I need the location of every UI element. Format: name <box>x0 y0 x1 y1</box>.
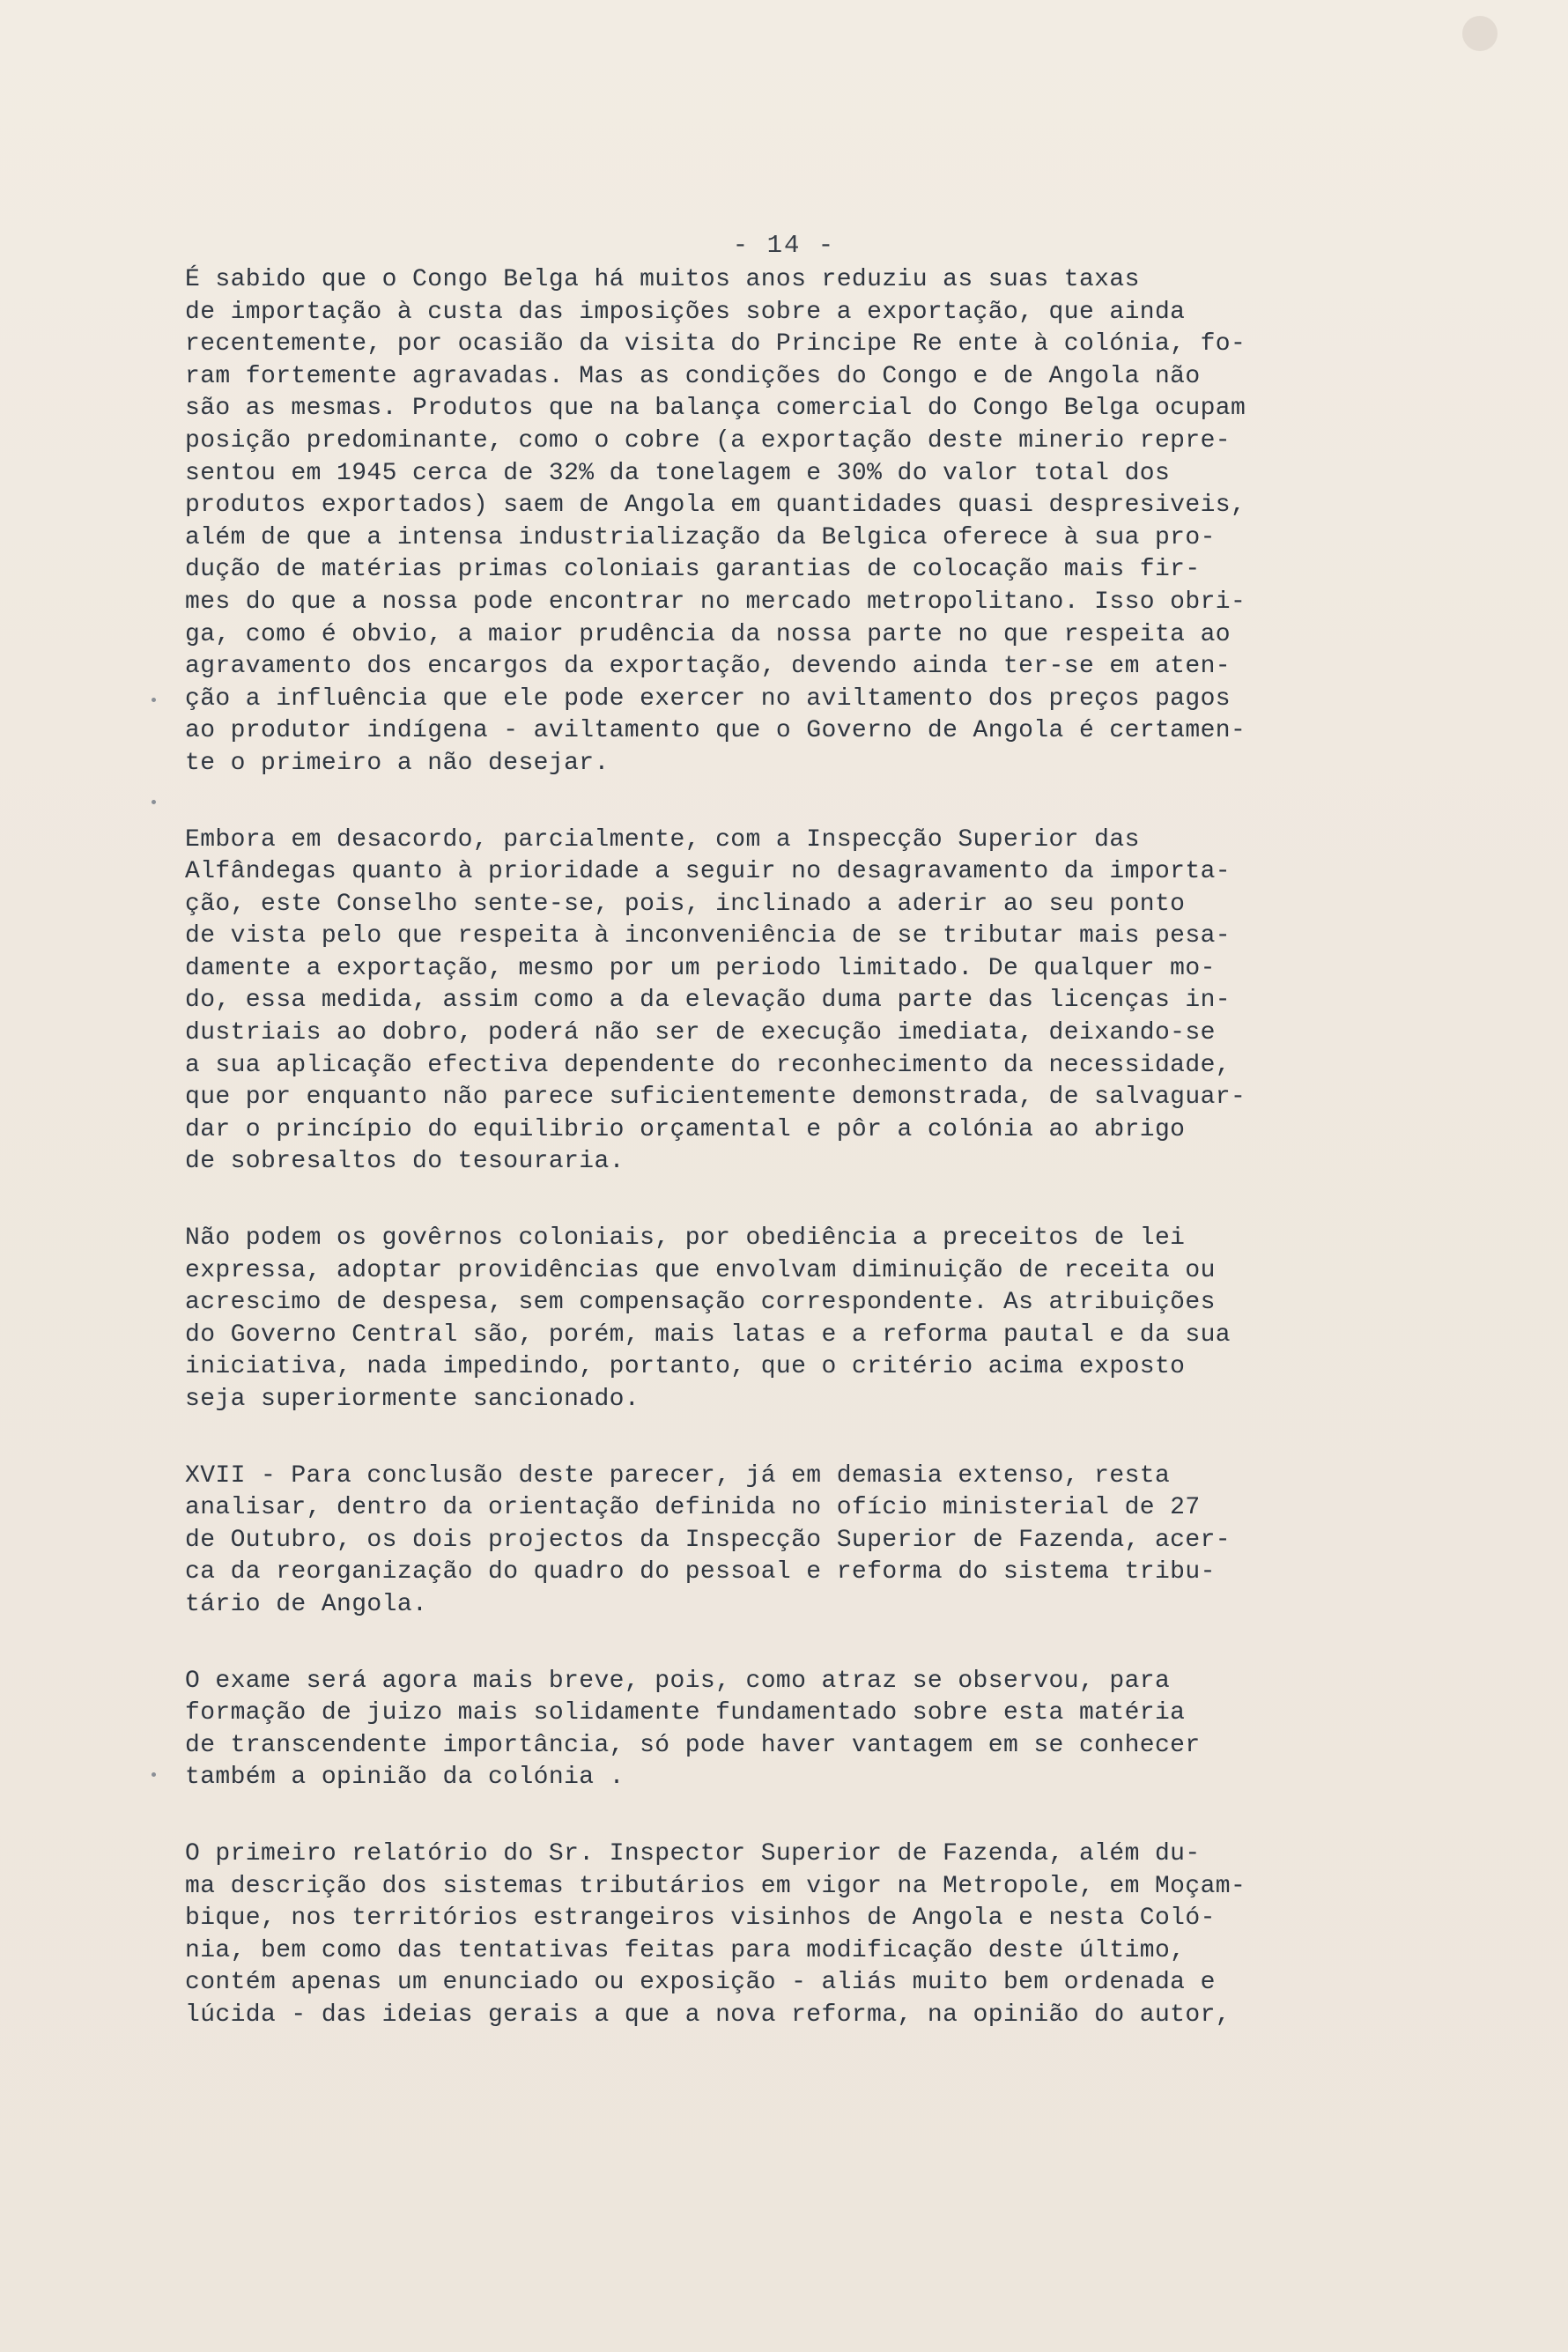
text-line: Alfândegas quanto à prioridade a seguir no desagravamento da importa- <box>185 858 1231 886</box>
paragraph-congo-belga <box>185 264 1436 780</box>
text-line: de Outubro, os dois projectos da Inspecção Superior de Fazenda, acer- <box>185 1526 1231 1554</box>
text-line: formação de juizo mais solidamente fundamentado sobre esta matéria <box>185 1699 1186 1727</box>
margin-mark <box>152 698 156 702</box>
text-line: expressa, adoptar providências que envolvam diminuição de receita ou <box>185 1256 1216 1284</box>
text-line: ma descrição dos sistemas tributários em vigor na Metropole, em Moçam- <box>185 1872 1246 1900</box>
text-line: O primeiro relatório do Sr. Inspector Superior de Fazenda, além du- <box>185 1839 1201 1868</box>
text-line: O exame será agora mais breve, pois, como atraz se observou, para <box>185 1667 1171 1695</box>
text-line: mes do que a nossa pode encontrar no mercado metropolitano. Isso obri- <box>185 588 1246 616</box>
text-line: produtos exportados) saem de Angola em quantidades quasi despresiveis, <box>185 492 1246 520</box>
text-line: de importação à custa das imposições sobre a exportação, que ainda <box>185 298 1186 326</box>
text-line: nia, bem como das tentativas feitas para modificação deste último, <box>185 1936 1186 1964</box>
text-line: ção a influência que ele pode exercer no aviltamento dos preços pagos <box>185 684 1231 713</box>
text-line: dar o princípio do equilibrio orçamental e pôr a colónia ao abrigo <box>185 1115 1186 1143</box>
text-line: que por enquanto não parece suficientemente demonstrada, de salvaguar- <box>185 1084 1246 1112</box>
text-line: também a opinião da colónia . <box>185 1764 625 1792</box>
margin-mark <box>152 800 156 804</box>
page-corner-spot <box>1462 16 1498 51</box>
text-line: do Governo Central são, porém, mais latas e a reforma pautal e da sua <box>185 1320 1231 1349</box>
text-line: analisar, dentro da orientação definida no ofício ministerial de 27 <box>185 1494 1201 1522</box>
text-line: ram fortemente agravadas. Mas as condições do Congo e de Angola não <box>185 362 1201 390</box>
text-line: dustriais ao dobro, poderá não ser de execução imediata, deixando-se <box>185 1019 1216 1047</box>
text-line: XVII - Para conclusão deste parecer, já em demasia extenso, resta <box>185 1461 1171 1490</box>
text-line: iniciativa, nada impedindo, portanto, que o critério acima exposto <box>185 1353 1186 1381</box>
text-line: contém apenas um enunciado ou exposição - aliás muito bem ordenada e <box>185 1969 1216 1997</box>
text-line: É sabido que o Congo Belga há muitos anos reduziu as suas taxas <box>185 266 1140 293</box>
paragraph-alfandegas <box>185 825 1436 1180</box>
paragraph-primeiro-relatorio <box>185 1838 1436 2032</box>
text-line: lúcida - das ideias gerais a que a nova reforma, na opinião do autor, <box>185 2001 1231 2029</box>
text-line: Embora em desacordo, parcialmente, com a Inspecção Superior das <box>185 825 1140 854</box>
text-line: ca da reorganização do quadro do pessoal e reforma do sistema tribu- <box>185 1558 1216 1586</box>
text-line: a sua aplicação efectiva dependente do reconhecimento da necessidade, <box>185 1051 1231 1079</box>
text-line: dução de matérias primas coloniais garantias de colocação mais fir- <box>185 556 1201 584</box>
text-line: Não podem os govêrnos coloniais, por obediência a preceitos de lei <box>185 1224 1186 1253</box>
text-line: além de que a intensa industrialização da Belgica oferece à sua pro- <box>185 523 1216 551</box>
text-line: tário de Angola. <box>185 1590 428 1618</box>
text-line: sentou em 1945 cerca de 32% da tonelagem e 30% do valor total dos <box>185 459 1171 487</box>
text-line: do, essa medida, assim como a da elevação duma parte das licenças in- <box>185 987 1231 1015</box>
text-line: ção, este Conselho sente-se, pois, inclinado a aderir ao seu ponto <box>185 890 1186 918</box>
paragraph-governos-coloniais <box>185 1223 1436 1416</box>
text-line: posição predominante, como o cobre (a exportação deste minerio repre- <box>185 426 1231 455</box>
body-text <box>185 264 1436 2076</box>
page-number: - 14 - <box>732 231 836 260</box>
text-line: damente a exportação, mesmo por um periodo limitado. De qualquer mo- <box>185 954 1216 982</box>
text-line: são as mesmas. Produtos que na balança comercial do Congo Belga ocupam <box>185 395 1246 423</box>
text-line: de transcendente importância, só pode haver vantagem em se conhecer <box>185 1731 1201 1759</box>
text-line: agravamento dos encargos da exportação, devendo ainda ter-se em aten- <box>185 653 1231 681</box>
text-line: de vista pelo que respeita à inconveniência de se tributar mais pesa- <box>185 922 1231 950</box>
text-line: acrescimo de despesa, sem compensação correspondente. As atribuições <box>185 1289 1216 1317</box>
text-line: ao produtor indígena - aviltamento que o Governo de Angola é certamen- <box>185 717 1246 745</box>
text-line: recentemente, por ocasião da visita do Principe Re ente à colónia, fo- <box>185 330 1246 359</box>
text-line: de sobresaltos do tesouraria. <box>185 1148 625 1176</box>
text-line: te o primeiro a não desejar. <box>185 749 610 777</box>
text-line: ga, como é obvio, a maior prudência da nossa parte no que respeita ao <box>185 620 1231 648</box>
margin-mark <box>152 1772 156 1777</box>
paragraph-exame <box>185 1666 1436 1794</box>
text-line: seja superiormente sancionado. <box>185 1386 640 1413</box>
paragraph-section-xvii <box>185 1461 1436 1622</box>
text-line: bique, nos territórios estrangeiros visinhos de Angola e nesta Coló- <box>185 1905 1216 1933</box>
